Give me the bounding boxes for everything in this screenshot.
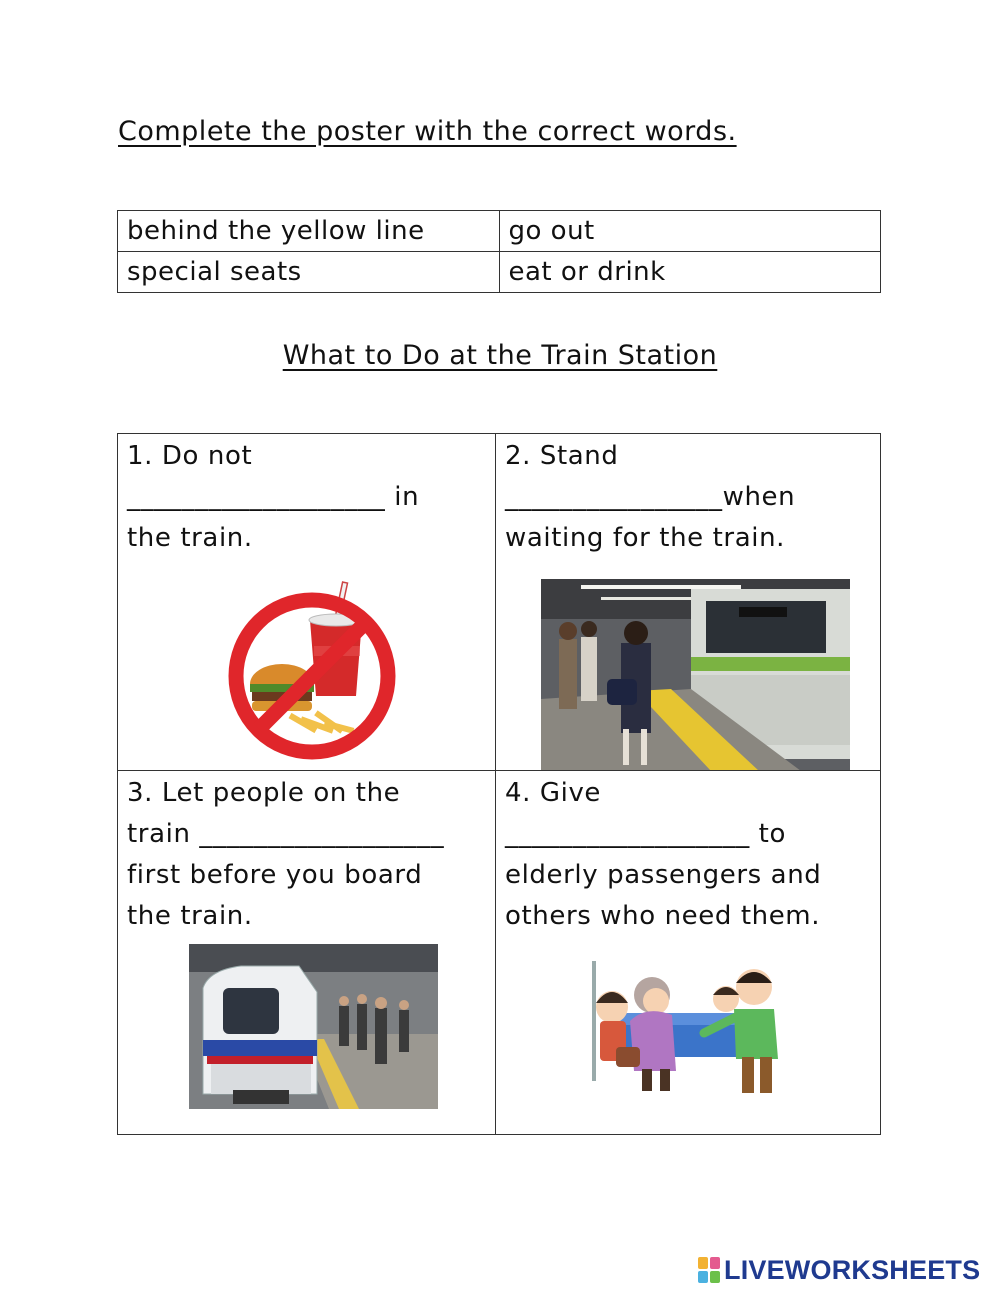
- cell-line: the train.: [127, 901, 253, 931]
- cell-line: 4. Give: [505, 778, 602, 808]
- poster-cell-1: [118, 434, 496, 771]
- cell-3-text: [127, 773, 491, 937]
- cell-1-text: [127, 436, 491, 559]
- word-bank-cell: eat or drink: [499, 252, 881, 293]
- poster-cell-4: [496, 771, 880, 1134]
- cell-line: elderly passengers and: [505, 860, 822, 890]
- poster-cell-2: [496, 434, 880, 771]
- instruction: Complete the poster with the correct words.: [118, 116, 737, 147]
- answer-blank-line[interactable]: ___________________ in: [127, 482, 420, 512]
- answer-blank-line[interactable]: ________________when: [505, 482, 796, 512]
- poster-title: What to Do at the Train Station: [282, 340, 718, 371]
- word-bank-row: [118, 252, 881, 293]
- word-bank-table: [117, 210, 881, 293]
- cell-line: waiting for the train.: [505, 523, 786, 553]
- word-bank-cell: go out: [499, 211, 881, 252]
- priority-seat-icon: [586, 961, 791, 1096]
- word-bank-row: [118, 211, 881, 252]
- cell-line: 2. Stand: [505, 441, 619, 471]
- train-arrival-photo-icon: [189, 944, 438, 1109]
- liveworksheets-logo: [698, 1253, 980, 1287]
- cell-line: the train.: [127, 523, 253, 553]
- poster-cell-3: [118, 771, 496, 1134]
- word-bank-cell: special seats: [118, 252, 500, 293]
- platform-photo-icon: [541, 579, 850, 771]
- cell-2-text: [505, 436, 876, 559]
- logo-text: LIVEWORKSHEETS: [724, 1254, 981, 1285]
- word-bank-cell: behind the yellow line: [118, 211, 500, 252]
- cell-line: 1. Do not: [127, 441, 253, 471]
- no-eating-drinking-icon: [226, 576, 406, 771]
- cell-line: first before you board: [127, 860, 423, 890]
- cell-4-text: [505, 773, 876, 937]
- cell-line: others who need them.: [505, 901, 821, 931]
- cell-line: 3. Let people on the: [127, 778, 401, 808]
- answer-blank-line[interactable]: __________________ to: [505, 819, 786, 849]
- poster-grid: [117, 433, 881, 1135]
- answer-blank-line[interactable]: train __________________: [127, 819, 445, 849]
- logo-mark-icon: [698, 1257, 720, 1283]
